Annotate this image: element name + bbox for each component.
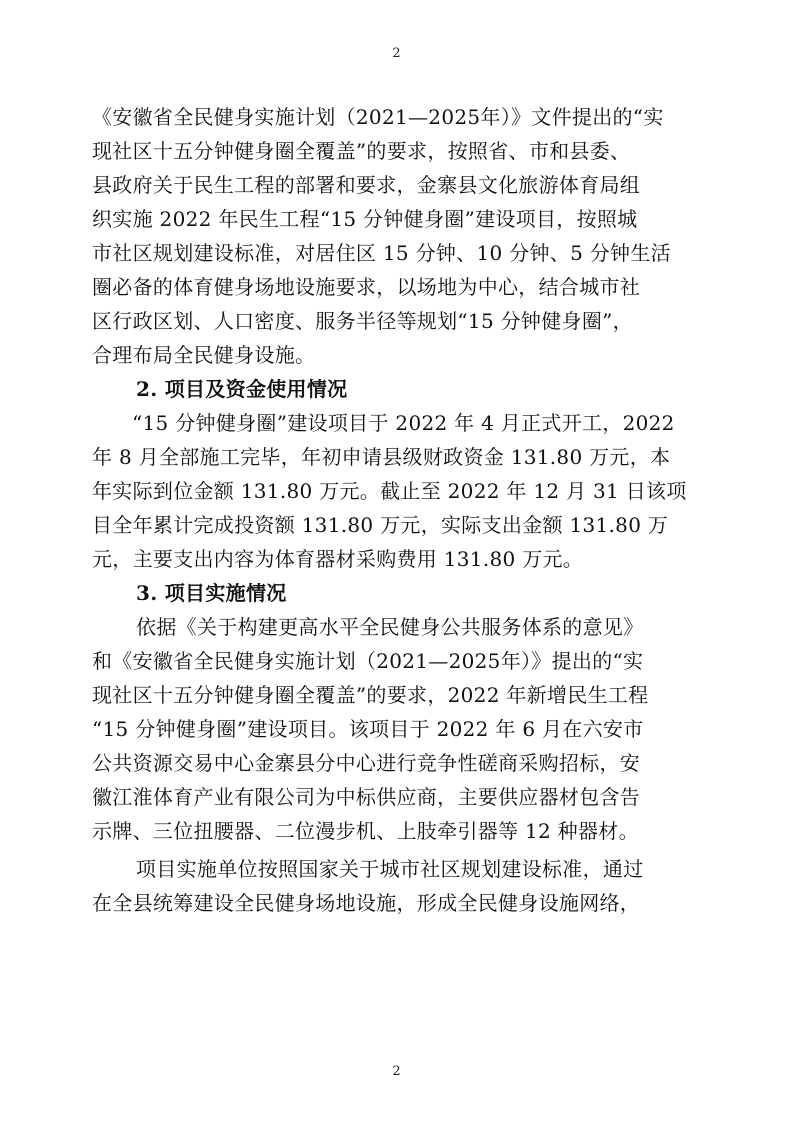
page-number-top: 2: [392, 46, 401, 61]
body-line: 市社区规划建设标准，对居住区 15 分钟、10 分钟、5 分钟生活: [92, 241, 671, 265]
body-line: 织实施 2022 年民生工程“15 分钟健身圈”建设项目，按照城: [92, 207, 638, 231]
body-line: 现社区十五分钟健身圈全覆盖”的要求，2022 年新增民生工程: [92, 683, 649, 707]
body-line: 徽江淮体育产业有限公司为中标供应商，主要供应器材包含告: [92, 785, 641, 809]
body-line: 现社区十五分钟健身圈全覆盖”的要求，按照省、市和县委、: [92, 139, 631, 163]
page-number-bottom: 2: [392, 1064, 401, 1079]
body-line: 区行政区划、人口密度、服务半径等规划“15 分钟健身圈”，: [92, 309, 633, 333]
section-heading: 2. 项目及资金使用情况: [136, 377, 348, 401]
body-line: 项目实施单位按照国家关于城市社区规划建设标准，通过: [136, 857, 644, 881]
body-line: 依据《关于构建更高水平全民健身公共服务体系的意见》: [136, 615, 644, 639]
body-line: 元，主要支出内容为体育器材采购费用 131.80 万元。: [92, 547, 584, 571]
body-line: 在全县统筹建设全民健身场地设施，形成全民健身设施网络，: [92, 891, 641, 915]
body-line: 目全年累计完成投资额 131.80 万元，实际支出金额 131.80 万: [92, 513, 669, 537]
body-line: 年实际到位金额 131.80 万元。截止至 2022 年 12 月 31 日该项: [92, 479, 687, 503]
body-line: 《安徽省全民健身实施计划（2021—2025年）》文件提出的“实: [92, 105, 664, 129]
body-line: 合理布局全民健身设施。: [92, 343, 316, 367]
body-line: “15 分钟健身圈”建设项目。该项目于 2022 年 6 月在六安市: [92, 717, 644, 741]
document-body: [92, 100, 702, 920]
section-heading: 3. 项目实施情况: [136, 581, 287, 605]
body-line: 和《安徽省全民健身实施计划（2021—2025年）》提出的“实: [92, 649, 644, 673]
body-line: 县政府关于民生工程的部署和要求，金寨县文化旅游体育局组: [92, 173, 641, 197]
body-line: 公共资源交易中心金寨县分中心进行竞争性磋商采购招标，安: [92, 751, 641, 775]
body-line: 示牌、三位扭腰器、二位漫步机、上肢牵引器等 12 种器材。: [92, 819, 639, 843]
body-line: 年 8 月全部施工完毕，年初申请县级财政资金 131.80 万元，本: [92, 445, 671, 469]
body-line: “15 分钟健身圈”建设项目于 2022 年 4 月正式开工，2022: [132, 411, 675, 435]
body-line: 圈必备的体育健身场地设施要求，以场地为中心，结合城市社: [92, 275, 641, 299]
